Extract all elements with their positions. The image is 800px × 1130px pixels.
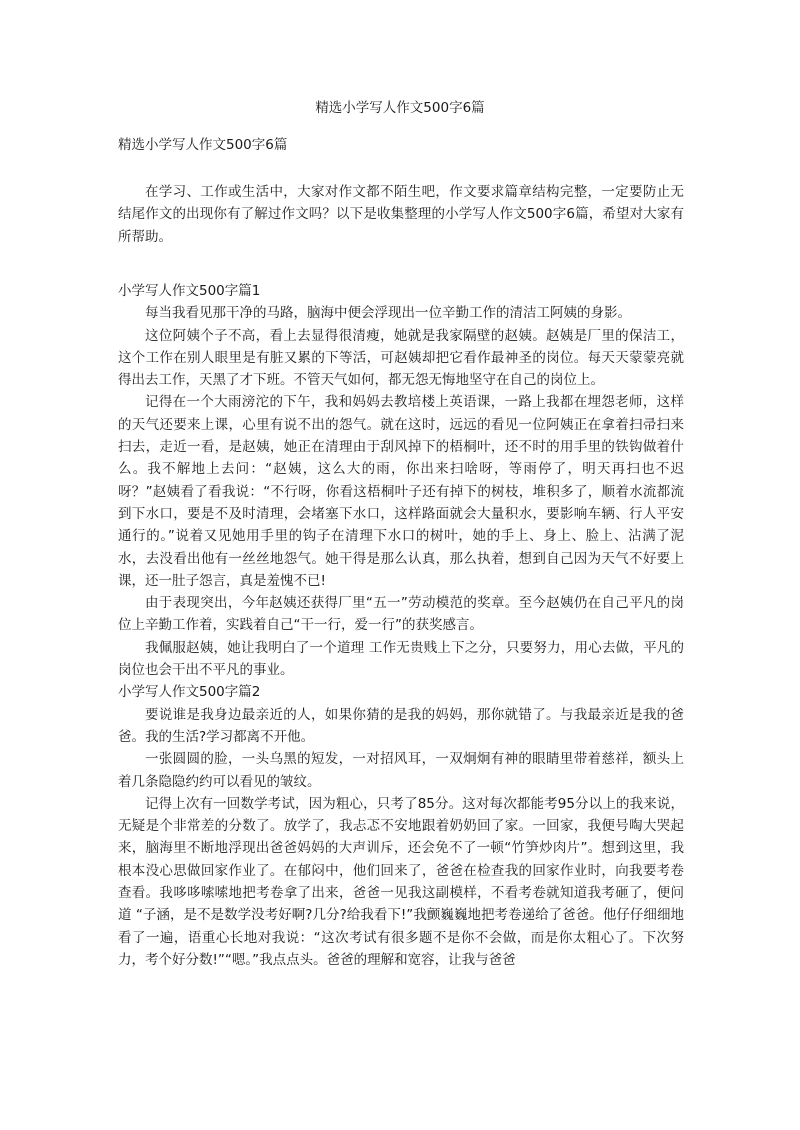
intro-paragraph: 在学习、工作或生活中，大家对作文都不陌生吧，作文要求篇章结构完整，一定要防止无结尾作文的出现你有了解过作文吗？以下是收集整理的小学写人作文500字6篇，希望对大家有所帮助。	[118, 184, 684, 245]
section-1-heading: 小学写人作文500字篇1	[118, 283, 261, 299]
intro-block	[118, 181, 684, 248]
section-2-paragraph: 记得上次有一回数学考试，因为粗心，只考了85分。这对每次都能考95分以上的我来说，无疑是个非常差的分数了。放学了，我忐忑不安地跟着奶奶回了家。一回家，我便号啕大哭起来，脑海里不断地浮现出爸爸妈妈的大声训斥，还会免不了一顿“竹笋炒肉片”。想到这里，我根本没心思做回家作业了。在郁闷中，他们回来了，爸爸在检查我的回家作业时，向我要考卷查看。我哆哆嗦嗦地把考卷拿了出来，爸爸一见我这副模样，不看考卷就知道我考砸了，便问道 “子涵，是不是数学没考好啊?几分?给我看下!”我颤巍巍地把考卷递给了爸爸。他仔仔细细地看了一遍，语重心长地对我说：“这次考试有很多题不是你不会做，而是你太粗心了。下次努力，考个好分数!”“嗯。”我点点头。爸爸的理解和宽容，让我与爸爸	[118, 795, 684, 968]
section-1-paragraph: 我佩服赵姨，她让我明白了一个道理 工作无贵贱上下之分，只要努力，用心去做，平凡的岗位也会干出不平凡的事业。	[118, 639, 684, 679]
document-subtitle: 精选小学写人作文500字6篇	[118, 137, 288, 153]
document-title: 精选小学写人作文500字6篇	[315, 100, 485, 116]
section-1-paragraph: 这位阿姨个子不高，看上去显得很清瘦，她就是我家隔壁的赵姨。赵姨是厂里的保洁工，这个工作在别人眼里是有脏又累的下等活，可赵姨却把它看作最神圣的岗位。每天天蒙蒙亮就得出去工作，天黑了才下班。不管天气如何，都无怨无悔地坚守在自己的岗位上。	[118, 327, 684, 389]
section-1-paragraph: 由于表现突出，今年赵姨还获得厂里“五一”劳动模范的奖章。至今赵姨仍在自己平凡的岗位上辛勤工作着，实践着自己“干一行，爱一行”的获奖感言。	[118, 595, 684, 634]
section-2-paragraph: 一张圆圆的脸，一头乌黑的短发，一对招风耳，一双炯炯有神的眼睛里带着慈祥，额头上着几条隐隐约约可以看见的皱纹。	[118, 751, 684, 790]
article-body	[118, 280, 684, 971]
section-1-paragraph: 每当我看见那干净的马路，脑海中便会浮现出一位辛勤工作的清洁工阿姨的身影。	[145, 305, 631, 322]
section-1-paragraph: 记得在一个大雨滂沱的下午，我和妈妈去教培楼上英语课，一路上我都在埋怨老师，这样的天气还要来上课，心里有说不出的怨气。就在这时，远远的看见一位阿姨正在拿着扫帚扫来扫去，走近一看，是赵姨，她正在清理由于刮风掉下的梧桐叶，还不时的用手里的铁钩做着什么。我不解地上去问：“赵姨，这么大的雨，你出来扫啥呀，等雨停了，明天再扫也不迟呀？”赵姨看了看我说：“不行呀，你看这梧桐叶子还有掉下的树枝，堆积多了，顺着水流都流到下水口，要是不及时清理，会堵塞下水口，这样路面就会大量积水，要影响车辆、行人平安通行的。”说着又见她用手里的钩子在清理下水口的树叶，她的手上、身上、脸上、沾满了泥水，去没看出他有一丝丝地怨气。她干得是那么认真，那么执着，想到自己因为天气不好要上课，还一肚子怨言，真是羞愧不已!	[118, 394, 684, 589]
section-2-paragraph: 要说谁是我身边最亲近的人，如果你猜的是我的妈妈，那你就错了。与我最亲近是我的爸爸。我的生活?学习都离不开他。	[118, 706, 684, 745]
section-2-heading: 小学写人作文500字篇2	[118, 684, 261, 701]
